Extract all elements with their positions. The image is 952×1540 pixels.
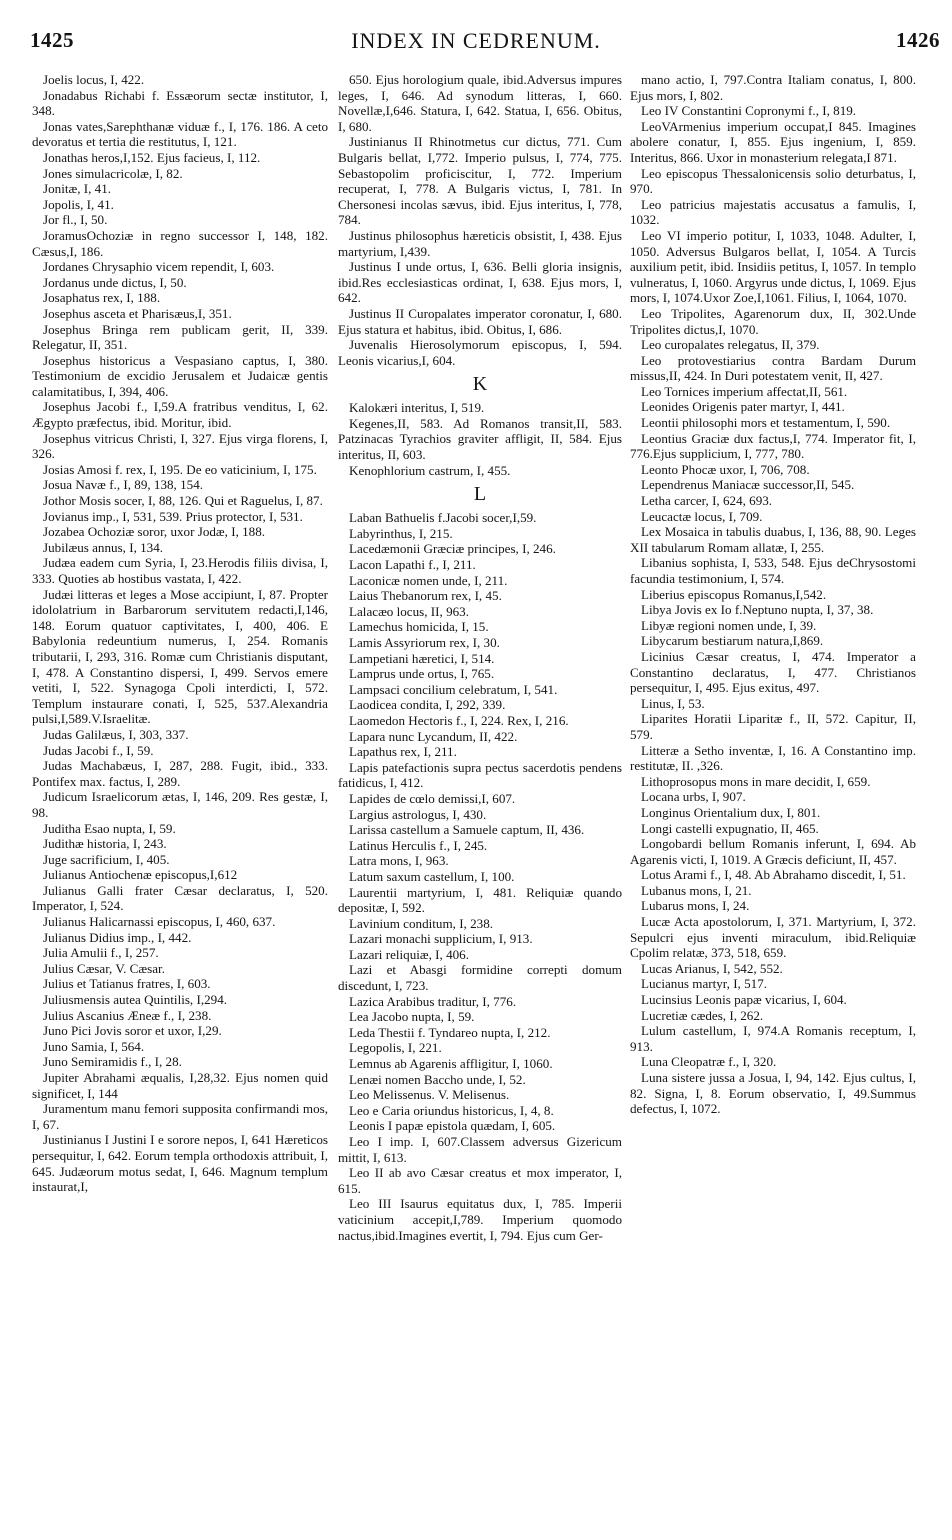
index-entry: Lamprus unde ortus, I, 765. xyxy=(349,666,495,682)
index-entry: Leontius Graciæ dux factus,I, 774. Imperator fit, I, 776.Ejus supplicium, I, 777, 780. xyxy=(630,430,916,462)
index-entry: Lea Jacobo nupta, I, 59. xyxy=(349,1009,475,1025)
index-entry: Josephus Bringa rem publicam gerit, II, 339. Relegatur, II, 351. xyxy=(32,321,328,353)
index-entry: Leo III Isaurus equitatus dux, I, 785. Imperii vaticinium accepit,I,789. Imperium quomodo nactus,ibid.Imagines evertit, I, 794. Ejus cum Ger- xyxy=(338,1196,622,1243)
index-entry: Lamis Assyriorum rex, I, 30. xyxy=(349,635,500,650)
index-entry: Julianus Didius imp., I, 442. xyxy=(43,929,192,945)
index-entry: Leonides Origenis pater martyr, I, 441. xyxy=(641,399,845,415)
index-entry: Josephus asceta et Pharisæus,I, 351. xyxy=(43,305,232,321)
page-number-right: 1426 xyxy=(896,28,940,52)
index-entry: Lazari reliquiæ, I, 406. xyxy=(349,946,469,962)
index-entry: Lacedæmonii Græciæ principes, I, 246. xyxy=(349,541,556,557)
index-entry: Kegenes,II, 583. Ad Romanos transit,II, 583. Patzinacas Tyrachios graviter affligit, II, 584. Ejus interitus, II, 603. xyxy=(338,415,622,463)
index-entry: Libycarum bestiarum natura,I,869. xyxy=(641,633,824,649)
index-entry: Lamechus homicida, I, 15. xyxy=(349,619,489,635)
index-entry: Lazica Arabibus traditur, I, 776. xyxy=(349,993,517,1009)
index-entry: Leonto Phocæ uxor, I, 706, 708. xyxy=(641,461,810,477)
index-entry: Lucretiæ cædes, I, 262. xyxy=(641,1007,764,1023)
index-entry: Lucianus martyr, I, 517. xyxy=(641,976,768,992)
index-entry: Judæi litteras et leges a Mose accipiunt, I, 87. Propter idololatrium in Barbarorum servitutem redacti,I,146, 148. Eorum quatuor captivitates, I, 400, 406. E Babylonia redeuntium numerus, I, 254. Romanis tributarii, I, 293, 316. Romæ cum Christianis disputant, I, 478. A Constantino dispersi, I, 499. Servos emere vetiti, I, 522. Synagoga Cpoli interdicti, I, 572. Templum instaurare conati, I, 525, 537.Alexandria pulsi,I,589.V.Israelitæ. xyxy=(32,586,328,727)
index-entry: Libyæ regioni nomen unde, I, 39. xyxy=(641,617,817,633)
index-entry: Luna sistere jussa a Josua, I, 94, 142. Ejus cultus, I, 82. Signa, I, 8. Eorum observatio, I, 49.Summus defectus, I, 1072. xyxy=(630,1070,916,1117)
index-entry: Jordanes Chrysaphio vicem rependit, I, 603. xyxy=(43,259,275,275)
index-entry: Laomedon Hectoris f., I, 224. Rex, I, 216. xyxy=(349,712,569,728)
index-entry: Leo I imp. I, 607.Classem adversus Gizericum mittit, I, 613. xyxy=(338,1134,622,1165)
index-entry: Josaphatus rex, I, 188. xyxy=(43,290,161,306)
index-entry: Leo episcopus Thessalonicensis solio deturbatus, I, 970. xyxy=(630,165,916,197)
index-entry: Latra mons, I, 963. xyxy=(349,853,449,869)
index-entry: Julius et Tatianus fratres, I, 603. xyxy=(43,976,211,992)
index-entry: Kenophlorium castrum, I, 455. xyxy=(349,462,511,478)
index-entry: Legopolis, I, 221. xyxy=(349,1040,442,1056)
index-entry: Jubilæus annus, I, 134. xyxy=(43,539,164,555)
index-entry: Justinianus II Rhinotmetus cur dictus, 771. Cum Bulgaris bellat, I,772. Imperio pulsus, I, 774, 775. Sebastopolim proficiscitur, I, 772. Imperium recuperat, I, 778. A Bulgaris victus, I, 781. In Chersonesi incolas sævus, ibid. Ejus interitus, I, 778, 784. xyxy=(338,134,622,228)
index-entry: Lacon Lapathi f., I, 211. xyxy=(349,557,476,573)
index-entry: Judithæ historia, I, 243. xyxy=(43,836,167,852)
index-entry: Leucactæ locus, I, 709. xyxy=(641,508,763,524)
index-entry: Liberius episcopus Romanus,I,542. xyxy=(641,586,827,602)
index-entry: Lapathus rex, I, 211. xyxy=(349,744,457,760)
index-entry: Libanius sophista, I, 533, 548. Ejus deChrysostomi facundia testimonium, I, 574. xyxy=(630,555,916,586)
index-entry: Lex Mosaica in tabulis duabus, I, 136, 88, 90. Leges XII tabularum Romam allatæ, I, 255. xyxy=(630,524,916,555)
index-entry: LeoVArmenius imperium occupat,I 845. Imagines abolere conatur, I, 855. Ejus ingenium, I, 859. Interitus, 866. Uxor in monasterium relegata,I 871. xyxy=(630,118,916,165)
index-entry: Jonathas heros,I,152. Ejus facieus, I, 112. xyxy=(43,149,261,165)
index-entry: Juno Semiramidis f., I, 28. xyxy=(43,1054,182,1070)
index-entry: Lubarus mons, I, 24. xyxy=(641,898,750,914)
index-entry: Lulum castellum, I, 974.A Romanis receptum, I, 913. xyxy=(630,1023,916,1054)
index-entry: Jor fl., I, 50. xyxy=(43,212,108,228)
index-entry: Josua Navæ f., I, 89, 138, 154. xyxy=(43,477,204,493)
index-entry: Judas Galilæus, I, 303, 337. xyxy=(43,726,189,742)
index-entry: Leo II ab avo Cæsar creatus et mox imperator, I, 615. xyxy=(338,1165,622,1196)
index-column-2 xyxy=(338,72,622,1243)
index-entry: Laius Thebanorum rex, I, 45. xyxy=(349,588,502,604)
index-entry: Laconicæ nomen unde, I, 211. xyxy=(349,572,508,588)
index-entry: Largius astrologus, I, 430. xyxy=(349,806,487,822)
index-entry: Lithoprosopus mons in mare decidit, I, 659. xyxy=(641,773,871,789)
page-title: INDEX IN CEDRENUM. xyxy=(351,28,601,53)
index-column-3 xyxy=(630,72,916,1117)
index-entry: Leo IV Constantini Copronymi f., I, 819. xyxy=(641,103,857,119)
index-entry: Josephus vitricus Christi, I, 327. Ejus virga florens, I, 326. xyxy=(32,430,328,462)
index-entry: Latum saxum castellum, I, 100. xyxy=(349,868,515,884)
index-entry: Julius Cæsar, V. Cæsar. xyxy=(43,960,165,976)
index-entry: Jopolis, I, 41. xyxy=(43,196,114,212)
index-entry: Josias Amosi f. rex, I, 195. De eo vaticinium, I, 175. xyxy=(43,461,317,477)
index-entry: Jothor Mosis socer, I, 88, 126. Qui et Raguelus, I, 87. xyxy=(43,493,323,509)
index-entry: Lavinium conditum, I, 238. xyxy=(349,915,494,931)
index-entry: Lucæ Acta apostolorum, I, 371. Martyrium, I, 372. Sepulcri ejus inventi miraculum, ibid.Reliquiæ Cpolim relatæ, 373, 518, 659. xyxy=(630,914,916,961)
index-entry: Lapara nunc Lycandum, II, 422. xyxy=(349,728,518,744)
index-column-1 xyxy=(32,72,328,1195)
index-entry: 650. Ejus horologium quale, ibid.Adversus impures leges, I, 646. Ad synodum litteras, I, 660. Novellæ,I,646. Statura, I, 642. Statua, I, 656. Obitus, I, 680. xyxy=(338,72,622,134)
index-entry: Jovianus imp., I, 531, 539. Prius protector, I, 531. xyxy=(43,508,303,524)
index-entry: Lenæi nomen Baccho unde, I, 52. xyxy=(349,1071,526,1087)
index-entry: Justinus philosophus hæreticis obsistit, I, 438. Ejus martyrium, I,439. xyxy=(338,227,622,259)
index-entry: Luna Cleopatræ f., I, 320. xyxy=(641,1054,777,1070)
index-entry: Lazari monachi supplicium, I, 913. xyxy=(349,931,533,947)
index-entry: Leo Tornices imperium affectat,II, 561. xyxy=(641,383,848,399)
index-entry: Laban Bathuelis f.Jacobi socer,I,59. xyxy=(349,510,537,526)
index-entry: Julius Ascanius Æneæ f., I, 238. xyxy=(43,1007,212,1023)
index-entry: Jonas vates,Sarephthanæ viduæ f., I, 176. 186. A ceto devoratus et tertia die restitutus, I, 121. xyxy=(32,118,328,150)
index-entry: Jupiter Abrahami æqualis, I,28,32. Ejus nomen quid significet, I, 144 xyxy=(32,1070,328,1101)
index-entry: Juno Samia, I, 564. xyxy=(43,1038,145,1054)
index-entry: Libya Jovis ex Io f.Neptuno nupta, I, 37, 38. xyxy=(641,602,874,618)
index-entry: Lalacæo locus, II, 963. xyxy=(349,603,469,619)
index-entry: Josephus Jacobi f., I,59.A fratribus venditus, I, 62. Ægypto præfectus, ibid. Moritur, ibid. xyxy=(32,399,328,431)
index-entry: Leo curopalates relegatus, II, 379. xyxy=(641,337,820,353)
index-entry: Lampetiani hæretici, I, 514. xyxy=(349,650,495,666)
index-entry: mano actio, I, 797.Contra Italiam conatus, I, 800. Ejus mors, I, 802. xyxy=(630,72,916,103)
index-entry: Litteræ a Setho inventæ, I, 16. A Constantino imp. restitutæ, II. ,326. xyxy=(630,742,916,774)
index-entry: Julia Amulii f., I, 257. xyxy=(43,945,159,961)
index-entry: Longobardi bellum Romanis inferunt, I, 694. Ab Agarenis victi, I, 1019. A Græcis deficiunt, II, 457. xyxy=(630,836,916,867)
index-entry: Julianus Galli frater Cæsar declaratus, I, 520. Imperator, I, 524. xyxy=(32,882,328,914)
index-entry: Leo Tripolites, Agarenorum dux, II, 302.Unde Tripolites dictus,I, 1070. xyxy=(630,305,916,337)
index-entry: Jonadabus Richabi f. Essæorum sectæ institutor, I, 348. xyxy=(32,87,328,119)
index-entry: Jones simulacricolæ, I, 82. xyxy=(43,165,183,181)
index-entry: Judicum Israelicorum ætas, I, 146, 209. Res gestæ, I, 98. xyxy=(32,789,328,820)
index-entry: Julianus Antiochenæ episcopus,I,612 xyxy=(43,867,238,883)
index-entry: Juditha Esao nupta, I, 59. xyxy=(43,820,176,836)
index-entry: Juvenalis Hierosolymorum episcopus, I, 594. Leonis vicarius,I, 604. xyxy=(338,337,622,368)
index-entry: Jozabea Ochoziæ soror, uxor Jodæ, I, 188. xyxy=(43,524,266,540)
index-entry: Lemnus ab Agarenis affligitur, I, 1060. xyxy=(349,1056,553,1072)
index-entry: Judas Jacobi f., I, 59. xyxy=(43,742,154,758)
index-entry: Julianus Halicarnassi episcopus, I, 460, 637. xyxy=(43,914,276,930)
index-entry: Judæa eadem cum Syria, I, 23.Herodis filiis divisa, I, 333. Quoties ab hostibus vastata, I, 422. xyxy=(32,555,328,586)
index-entry: Lependrenus Maniacæ successor,II, 545. xyxy=(641,477,855,493)
index-entry: Linus, I, 53. xyxy=(641,695,705,711)
index-entry: Lubanus mons, I, 21. xyxy=(641,882,752,898)
index-entry: Labyrinthus, I, 215. xyxy=(349,525,453,541)
index-entry: Lampsaci concilium celebratum, I, 541. xyxy=(349,681,558,697)
page-header xyxy=(0,28,952,64)
index-entry: Laurentii martyrium, I, 481. Reliquiæ quando depositæ, I, 592. xyxy=(338,884,622,916)
index-entry: Liparites Horatii Liparitæ f., II, 572. Capitur, II, 579. xyxy=(630,711,916,742)
index-entry: Leda Thestii f. Tyndareo nupta, I, 212. xyxy=(349,1024,551,1040)
index-entry: Justinianus I Justini I e sorore nepos, I, 641 Hæreticos persequitur, I, 642. Eorum templa orthodoxis attribuit, I, 645. Judæorum motus sedat, I, 646. Magnum templum instaurat,I, xyxy=(32,1132,328,1195)
index-entry: Leo Melissenus. V. Melisenus. xyxy=(349,1087,510,1103)
index-entry: Lucas Arianus, I, 542, 552. xyxy=(641,960,783,976)
index-entry: Larissa castellum a Samuele captum, II, 436. xyxy=(349,822,585,838)
index-entry: Leo protovestiarius contra Bardam Durum missus,II, 424. In Duri potestatem venit, II, 427. xyxy=(630,352,916,384)
index-entry: Laodicea condita, I, 292, 339. xyxy=(349,697,506,713)
index-entry: Kalokæri interitus, I, 519. xyxy=(349,400,485,416)
index-entry: Licinius Cæsar creatus, I, 474. Imperator a Constantino declaratus, I, 477. Christianos persequitur, I, 495. Ejus exitus, 497. xyxy=(630,648,916,696)
index-entry: Jordanus unde dictus, I, 50. xyxy=(43,274,187,290)
index-entry: Juno Pici Jovis soror et uxor, I,29. xyxy=(43,1023,222,1039)
index-entry: Leo patricius majestatis accusatus a famulis, I, 1032. xyxy=(630,196,916,228)
index-entry: Juge sacrificium, I, 405. xyxy=(43,851,170,867)
index-entry: Leontii philosophi mors et testamentum, I, 590. xyxy=(641,415,891,431)
index-entry: Lotus Arami f., I, 48. Ab Abrahamo discedit, I, 51. xyxy=(641,867,906,883)
index-entry: Jonitæ, I, 41. xyxy=(43,181,112,197)
index-entry: Justinus II Curopalates imperator coronatur, I, 680. Ejus statura et habitus, ibid. Obitus, I, 686. xyxy=(338,305,622,337)
index-entry: Longinus Orientalium dux, I, 801. xyxy=(641,804,821,820)
index-entry: Lazi et Abasgi formidine correpti domum discedunt, I, 723. xyxy=(338,962,622,994)
index-entry: Juramentum manu femori supposita confirmandi mos, I, 67. xyxy=(32,1101,328,1132)
index-entry: Lucinsius Leonis papæ vicarius, I, 604. xyxy=(641,992,847,1008)
index-entry: Leonis I papæ epistola quædam, I, 605. xyxy=(349,1118,556,1134)
index-entry: Locana urbs, I, 907. xyxy=(641,789,746,805)
index-entry: Joelis locus, I, 422. xyxy=(43,72,145,87)
index-entry: Lapis patefactionis supra pectus sacerdotis pendens fatidicus, I, 412. xyxy=(338,759,622,791)
index-entry: Longi castelli expugnatio, II, 465. xyxy=(641,820,819,836)
index-entry: Juliusmensis autea Quintilis, I,294. xyxy=(43,992,228,1008)
index-entry: JoramusOchoziæ in regno successor I, 148, 182. Cæsus,I, 186. xyxy=(32,227,328,259)
index-entry: Justinus I unde ortus, I, 636. Belli gloria insignis, ibid.Res ecclesiasticas ordinat, I, 638. Ejus mors, I, 642. xyxy=(338,259,622,306)
section-letter-heading: L xyxy=(473,483,487,506)
index-entry: Josephus historicus a Vespasiano captus, I, 380. Testimonium de excidio Jerusalem et Judaicæ gentis calamitatibus, I, 394, 406. xyxy=(32,352,328,399)
index-entry: Latinus Herculis f., I, 245. xyxy=(349,837,488,853)
index-entry: Judas Machabæus, I, 287, 288. Fugit, ibid., 333. Pontifex max. factus, I, 289. xyxy=(32,758,328,789)
index-entry: Letha carcer, I, 624, 693. xyxy=(641,493,773,509)
index-entry: Lapides de cœlo demissi,I, 607. xyxy=(349,790,516,806)
page-number-left: 1425 xyxy=(30,28,74,52)
index-entry: Leo VI imperio potitur, I, 1033, 1048. Adulter, I, 1050. Adversus Bulgaros bellat, I, 1054. A Turcis auxilium petit, ibid. Insidiis petitus, I, 1057. In templo vulneratus, I, 1060. Argyrus unde dictus, I, 1069. Ejus mors, I, 1074.Uxor Zoe,I,1061. Filius, I, 1064, 1070. xyxy=(630,227,916,306)
index-entry: Leo e Caria oriundus historicus, I, 4, 8. xyxy=(349,1102,554,1118)
section-letter-heading: K xyxy=(472,373,488,396)
